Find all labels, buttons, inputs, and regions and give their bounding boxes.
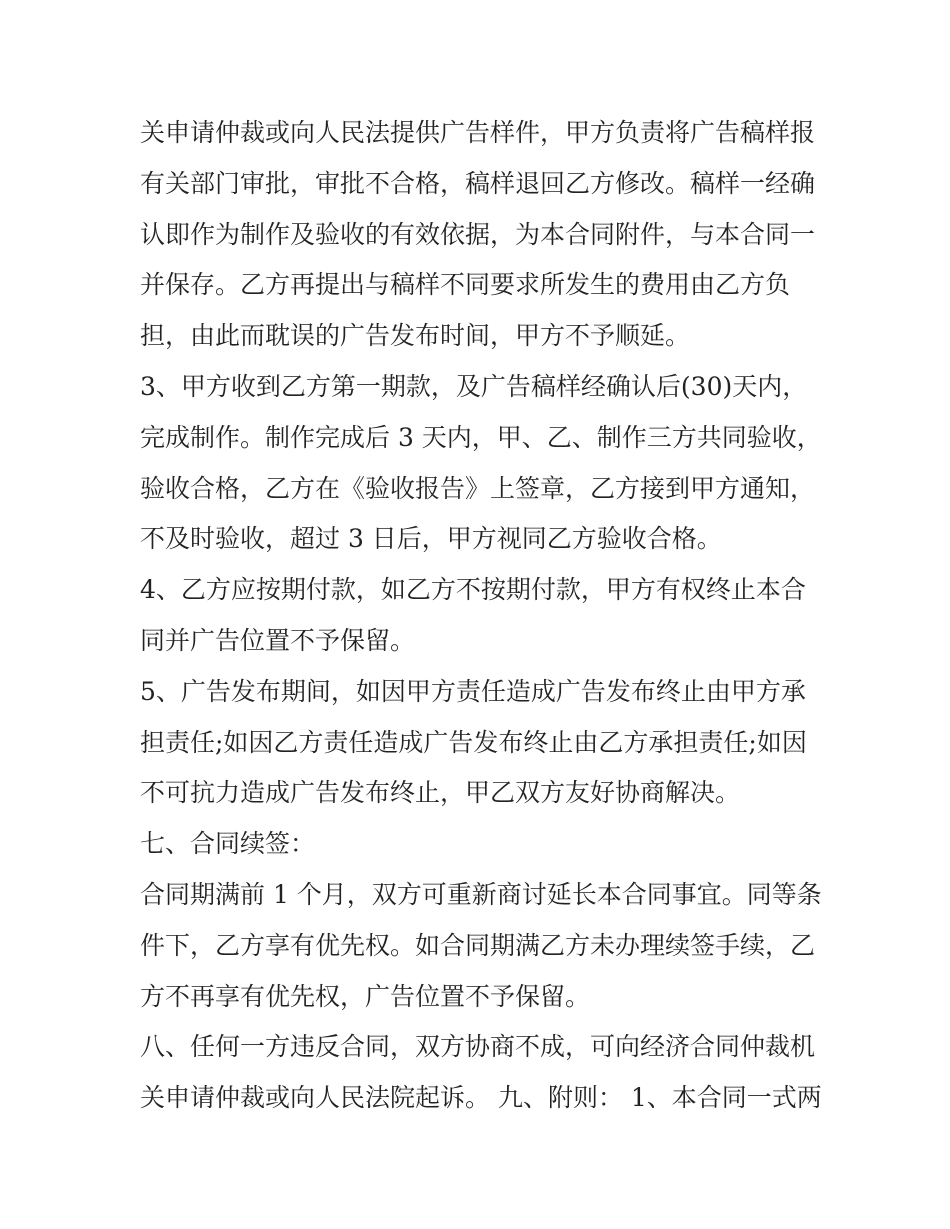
section-7-heading: 七、合同续签： <box>140 829 316 859</box>
section-8-line-1: 八、任何一方违反合同，双方协商不成，可向经济合同仲裁机 <box>140 1032 816 1062</box>
clause-4-line-2: 同并广告位置不予保留。 <box>140 625 416 655</box>
clause-5-line-1: 5、广告发布期间，如因甲方责任造成广告发布终止由甲方承 <box>140 676 806 706</box>
clause-3-line-1: 3、甲方收到乙方第一期款，及广告稿样经确认后(30)天内， <box>140 371 808 401</box>
clause-3-line-4: 不及时验收，超过 3 日后，甲方视同乙方验收合格。 <box>140 524 722 554</box>
text-line-3: 认即作为制作及验收的有效依据，为本合同附件，与本合同一 <box>140 219 816 249</box>
contract-text-body <box>140 108 820 1124</box>
text-line-4: 并保存。乙方再提出与稿样不同要求所发生的费用由乙方负 <box>140 270 791 300</box>
section-8-line-2: 关申请仲裁或向人民法院起诉。 九、附则： 1、本合同一式两 <box>140 1083 822 1113</box>
clause-5-line-2: 担责任;如因乙方责任造成广告发布终止由乙方承担责任;如因 <box>140 727 807 757</box>
section-7-line-3: 方不再享有优先权，广告位置不予保留。 <box>140 981 591 1011</box>
text-line-1: 关申请仲裁或向人民法提供广告样件，甲方负责将广告稿样报 <box>140 118 816 147</box>
text-line-2: 有关部门审批，审批不合格，稿样退回乙方修改。稿样一经确 <box>140 168 816 198</box>
clause-3-line-3: 验收合格，乙方在《验收报告》上签章，乙方接到甲方通知， <box>140 473 816 503</box>
section-7-line-1: 合同期满前 1 个月，双方可重新商讨延长本合同事宜。同等条 <box>140 879 822 909</box>
clause-4-line-1: 4、乙方应按期付款，如乙方不按期付款，甲方有权终止本合 <box>140 575 806 605</box>
section-7-line-2: 件下，乙方享有优先权。如合同期满乙方未办理续签手续，乙 <box>140 930 816 960</box>
clause-3-line-2: 完成制作。制作完成后 3 天内，甲、乙、制作三方共同验收， <box>140 422 822 452</box>
clause-5-line-3: 不可抗力造成广告发布终止，甲乙双方友好协商解决。 <box>140 778 741 808</box>
text-line-5: 担，由此而耽误的广告发布时间，甲方不予顺延。 <box>140 321 691 351</box>
